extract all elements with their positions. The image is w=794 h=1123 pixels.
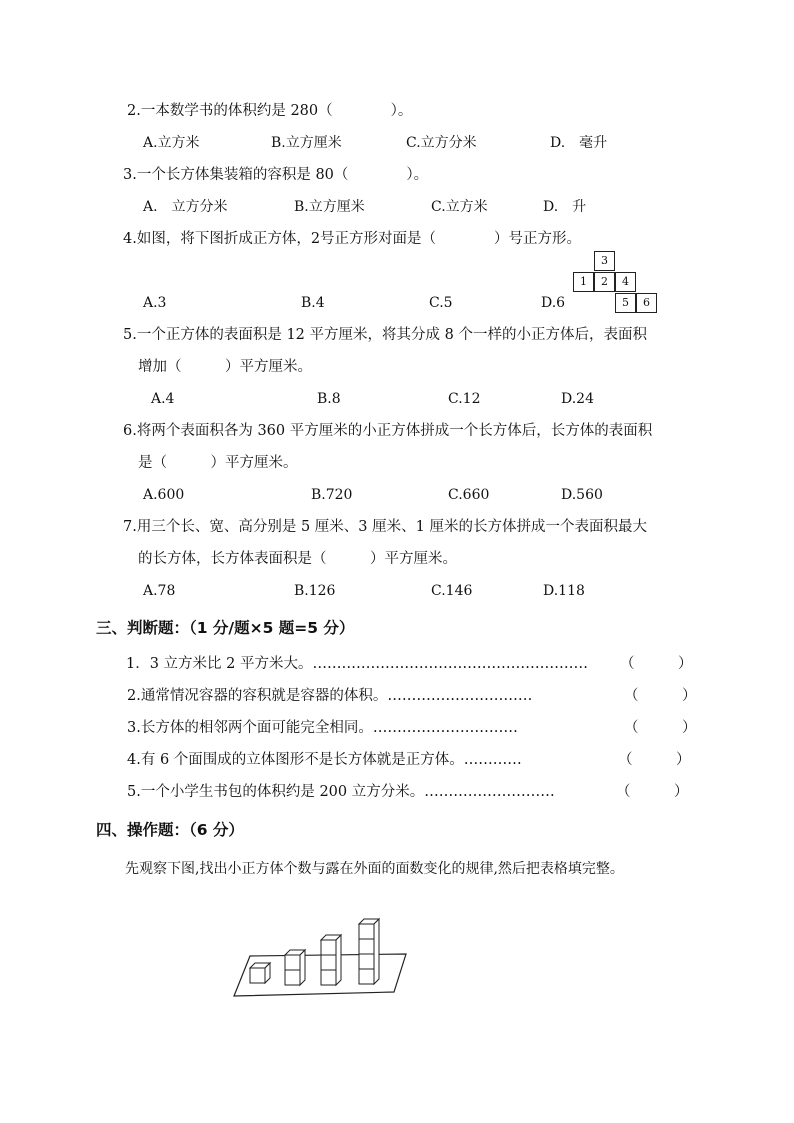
q4-option-a[interactable]: A.3 <box>143 295 167 311</box>
section-4-title: 四、操作题：（6 分） <box>96 821 244 839</box>
q3-option-c[interactable]: C.立方米 <box>431 199 488 215</box>
cube-stack-3 <box>321 935 341 985</box>
question-3-stem: 3.一个长方体集装箱的容积是 80（ ）。 <box>123 167 429 183</box>
q2-option-b[interactable]: B.立方厘米 <box>271 135 342 151</box>
stacked-cubes-figure <box>228 906 410 1000</box>
q3-option-d[interactable]: D. 升 <box>543 199 587 215</box>
question-4-stem: 4.如图，将下图折成正方体，2号正方形对面是（ ）号正方形。 <box>123 231 582 247</box>
question-2-stem: 2.一本数学书的体积约是 280（ ）。 <box>127 103 413 119</box>
net-square-4: 4 <box>615 272 636 292</box>
q6-option-b[interactable]: B.720 <box>311 487 353 503</box>
net-square-1: 1 <box>573 272 594 292</box>
tf-item-3-answer-bracket[interactable]: （ ） <box>624 720 697 736</box>
q4-option-d[interactable]: D.6 <box>541 295 566 311</box>
cube-net-figure <box>573 251 661 315</box>
net-square-2: 2 <box>594 272 615 292</box>
question-5-stem-line2: 增加（ ）平方厘米。 <box>138 359 312 375</box>
net-square-3: 3 <box>594 251 615 271</box>
section-4-instruction: 先观察下图,找出小正方体个数与露在外面的面数变化的规律,然后把表格填完整。 <box>125 861 624 877</box>
q4-option-c[interactable]: C.5 <box>429 295 453 311</box>
cube-stack-1 <box>250 963 270 983</box>
q3-option-b[interactable]: B.立方厘米 <box>294 199 365 215</box>
question-6-stem-line2: 是（ ）平方厘米。 <box>138 455 298 471</box>
net-square-5: 5 <box>615 293 636 313</box>
tf-item-5-answer-bracket[interactable]: （ ） <box>616 784 689 800</box>
tf-item-3: 3.长方体的相邻两个面可能完全相同。………………………… <box>127 720 518 736</box>
q5-option-d[interactable]: D.24 <box>561 391 594 407</box>
question-7-stem-line1: 7.用三个长、宽、高分别是 5 厘米、3 厘米、1 厘米的长方体拼成一个表面积最大 <box>123 519 647 535</box>
cube-stack-2 <box>285 950 305 985</box>
q5-option-a[interactable]: A.4 <box>151 391 175 407</box>
tf-item-4-answer-bracket[interactable]: （ ） <box>618 752 691 768</box>
q7-option-d[interactable]: D.118 <box>543 583 585 599</box>
tf-item-4: 4.有 6 个面围成的立体图形不是长方体就是正方体。………… <box>127 752 522 768</box>
q5-option-c[interactable]: C.12 <box>448 391 481 407</box>
q6-option-a[interactable]: A.600 <box>143 487 185 503</box>
q5-option-b[interactable]: B.8 <box>317 391 341 407</box>
tf-item-1: 1．3 立方米比 2 平方米大。………………………………………………… <box>126 656 589 672</box>
q6-option-d[interactable]: D.560 <box>561 487 603 503</box>
q7-option-b[interactable]: B.126 <box>294 583 336 599</box>
q4-option-b[interactable]: B.4 <box>301 295 325 311</box>
question-6-stem-line1: 6.将两个表面积各为 360 平方厘米的小正方体拼成一个长方体后，长方体的表面积 <box>123 423 653 439</box>
tf-item-1-answer-bracket[interactable]: （ ） <box>620 656 693 672</box>
q2-option-a[interactable]: A.立方米 <box>143 135 200 151</box>
cube-stack-4 <box>359 919 379 984</box>
q7-option-c[interactable]: C.146 <box>431 583 473 599</box>
question-7-stem-line2: 的长方体，长方体表面积是（ ）平方厘米。 <box>138 551 457 567</box>
net-square-6: 6 <box>636 293 657 313</box>
q2-option-c[interactable]: C.立方分米 <box>406 135 477 151</box>
tf-item-2: 2.通常情况容器的容积就是容器的体积。………………………… <box>127 688 533 704</box>
q6-option-c[interactable]: C.660 <box>448 487 490 503</box>
question-5-stem-line1: 5.一个正方体的表面积是 12 平方厘米，将其分成 8 个一样的小正方体后，表面积 <box>123 327 647 343</box>
q3-option-a[interactable]: A. 立方分米 <box>143 199 228 215</box>
q7-option-a[interactable]: A.78 <box>143 583 176 599</box>
q2-option-d[interactable]: D. 毫升 <box>550 135 608 151</box>
tf-item-2-answer-bracket[interactable]: （ ） <box>624 688 697 704</box>
tf-item-5: 5.一个小学生书包的体积约是 200 立方分米。……………………… <box>127 784 555 800</box>
section-3-title: 三、判断题：（1 分/题×5 题=5 分） <box>96 619 355 637</box>
